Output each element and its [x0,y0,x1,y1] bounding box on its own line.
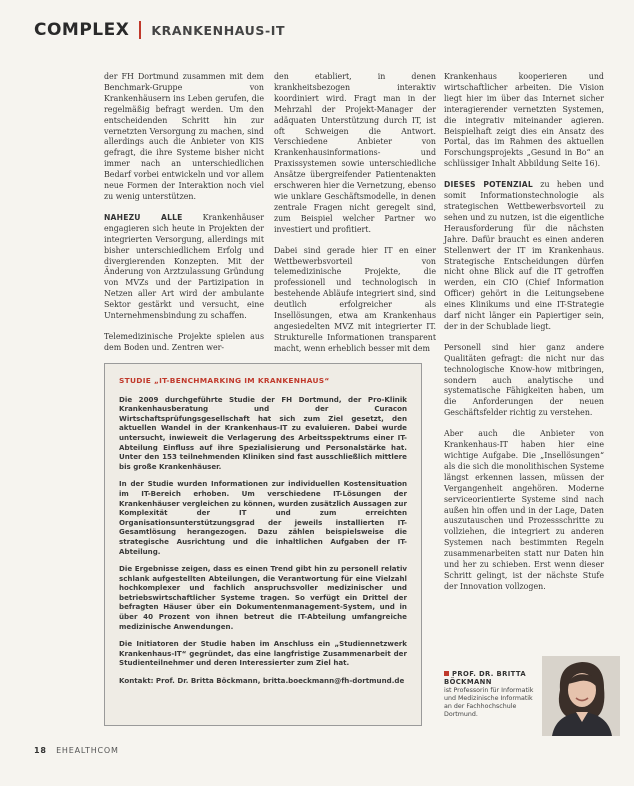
author-description: ist Professorin für Informatik und Medizinische Informatik an der Fachhochschule Dortmund. [444,686,534,719]
author-photo [542,656,620,736]
study-info-box [104,363,422,726]
page-number: 18 [34,746,47,755]
paragraph [104,213,264,322]
article-column-2 [274,72,436,365]
red-square-icon [444,671,449,676]
page-footer [34,746,119,755]
author-name: PROF. DR. BRITTA BÖCKMANN [444,670,527,687]
masthead [34,18,285,42]
magazine-name: EHEALTHCOM [56,746,119,755]
paragraph-lead: DIESES POTENZIAL [444,180,533,190]
paragraph-body: Krankenhäuser engagieren sich heute in Projekten der integrierten Versorgung, allerdings mit bisher unterschiedlichem Erfolg und divergierenden Konzepten. Mit der Änderung von Arztzulassung Gründung von MVZs und der Partizipation in Netzen aller Art wird der ambulante Sektor gestärkt und versucht, eine Unternehmensbindung zu schaffen. [104,212,264,321]
paragraph: Dabei sind gerade hier IT en einer Wettbewerbsvorteil von telemedizinische Projekte, die professionell und technologisch in bestehende Abläufe integriert sind, sind deutlich erfolgreicher als Insellösungen, etwa am Krankenhaus angesiedelten MVZ mit integrierter IT. Strukturelle Informationen transparent macht, wenn erheblich besser mit dem [274,245,436,353]
info-box-paragraph: Die Initiatoren der Studie haben im Anschluss ein „Studiennetzwerk Krankenhaus-IT“ gegründet, das eine langfristige Zusammenarbeit der Studienteilnehmer und deren Interessierter zum Ziel hat. [119,639,407,668]
paragraph [444,180,604,333]
paragraph-body: zu heben und somit Informationstechnologie als strategischen Wettbewerbsvorteil zu sehen und zu nutzen, ist die eigentliche Herausforderung für die nächsten Jahre. Dafür braucht es einen anderen Stellenwert der IT im Krankenhaus. Strategische Entscheidungen dürfen nicht ohne Blick auf die IT getroffen werden, ein CIO (Chief Information Officer) gehört in die Leitungsebene eines Klinikums und eine IT-Strategie darf nicht länger ein Papiertiger sein, der in der Schublade liegt. [444,180,604,331]
author-box [444,656,622,736]
paragraph: Personell sind hier ganz andere Qualitäten gefragt: die nicht nur das technologische Know-how mitbringen, sondern auch analytische und systematische Fähigkeiten haben, um die Anforderungen der neuen Geschäftsfelder richtig zu verstehen. [444,342,604,418]
info-box-title: STUDIE „IT-BENCHMARKING IM KRANKENHAUS“ [119,376,330,385]
article-column-3 [444,72,604,603]
author-text [444,670,536,720]
section-title: KRANKENHAUS-IT [151,22,286,38]
masthead-divider [139,21,141,39]
article-column-1 [104,72,264,364]
info-box-contact: Kontakt: Prof. Dr. Britta Böckmann, britta.boeckmann@fh-dortmund.de [119,676,405,686]
paragraph: Aber auch die Anbieter von Krankenhaus-IT haben hier eine wichtige Aufgabe. Die „Insellösungen“ als die sich die monolithischen Systeme längst erkennen lassen, müssen der Vergangenheit angehören. Moderne serviceorientierte Systeme sind nach außen hin offen und in der Lage, Daten auszutauschen und Prozessschritte zu vollziehen, die integriert zu anderen Systemen nach bestimmten Regeln zusammenarbeiten statt nur Daten hin und her zu schieben. Erst wenn dieser Schritt gelingt, ist der nächste Stufe der Innovation vollzogen. [444,429,604,591]
info-box-paragraph: In der Studie wurden Informationen zur individuellen Kostensituation im IT-Bereich erhoben. Um verschiedene IT-Lösungen der Krankenhäuser vergleichen zu können, wurden zusätzlich Aussagen zur Komplexität der IT und zum erreichten Organisationsunterstützungsgrad der jeweils installierten IT-Gesamtlösung herangezogen. Dazu zählen beispielsweise die strategische Ausrichtung und die inhaltlichen Aufgaben der IT-Abteilung. [119,479,407,556]
magazine-brand: COMPLEX [34,20,130,40]
info-box-paragraph: Die 2009 durchgeführte Studie der FH Dortmund, der Pro-Klinik Krankenhausberatung und der Curacon Wirtschaftsprüfungsgesellschaft hat sich zum Ziel gesetzt, den aktuellen Wandel in der Krankenhaus-IT zu evaluieren. Dabei wurde untersucht, inwieweit die Verlagerung des Arbeitsspektrums einer IT-Abteilung Einfluss auf ihre Spezialisierung und Personalstärke hat. Unter den 153 teilnehmenden Kliniken sind fast ausschließlich mittlere bis große Krankenhäuser. [119,394,407,471]
paragraph: Telemedizinische Projekte spielen aus dem Boden und. Zentren wer- [104,331,264,352]
info-box-paragraph: Die Ergebnisse zeigen, dass es einen Trend gibt hin zu personell relativ schlank aufgestellten Abteilungen, die Verantwortung für eine Vielzahl hochkomplexer und fachlich anspruchsvoller medizinischer und betriebswirtschaftlicher Systeme tragen. So verfügt ein Drittel der befragten Häuser über ein Dokumentenmanagement-System, und in über 40 Prozent von ihnen betreut die IT-Abteilung umfangreiche medizinische Anwendungen. [119,564,407,631]
portrait-image [542,656,620,736]
paragraph: Krankenhaus kooperieren und wirtschaftlicher arbeiten. Die Vision liegt hier im über das Internet sicher interagierender vernetzten Systemen, die integrativ miteinander agieren. Beispielhaft zeigt dies ein Ansatz des Portal, das im Rahmen des aktuellen Forschungsprojekts „Gesund in Bo“ an schlüssiger Inhalt Abbildung Seite 16). [444,72,604,169]
paragraph: den etabliert, in denen krankheitsbezogen interaktiv koordiniert wird. Fragt man in der Mehrzahl der Projekt-Manager der adäquaten Unterstützung durch IT, ist oft Schweigen die Antwort. Verschiedene Anbieter von Krankenhausinformations- und Praxissystemen sowie unterschiedliche Ansätze übergreifender Patientenakten erschweren hier die Vernetzung, ebenso wie unklare Geschäftsmodelle, in denen zentrale Fragen nicht geregelt sind, zum Beispiel welcher Partner wo investiert und profitiert. [274,72,436,234]
paragraph: der FH Dortmund zusammen mit dem Benchmark-Gruppe von Krankenhäusern ins Leben gerufen, die regelmäßig befragt werden. Um den entscheidenden Schritt hin zur vernetzten Versorgung zu machen, sind allerdings auch die Anbieter von KIS gefragt, die ihre Systeme bisher nicht immer nach an unterschiedlichen Bedarf vorbei entwickeln und vor allem neue Formen der Interaktion noch viel zu wenig unterstützen. [104,72,264,201]
paragraph-lead: NAHEZU ALLE [104,212,183,222]
